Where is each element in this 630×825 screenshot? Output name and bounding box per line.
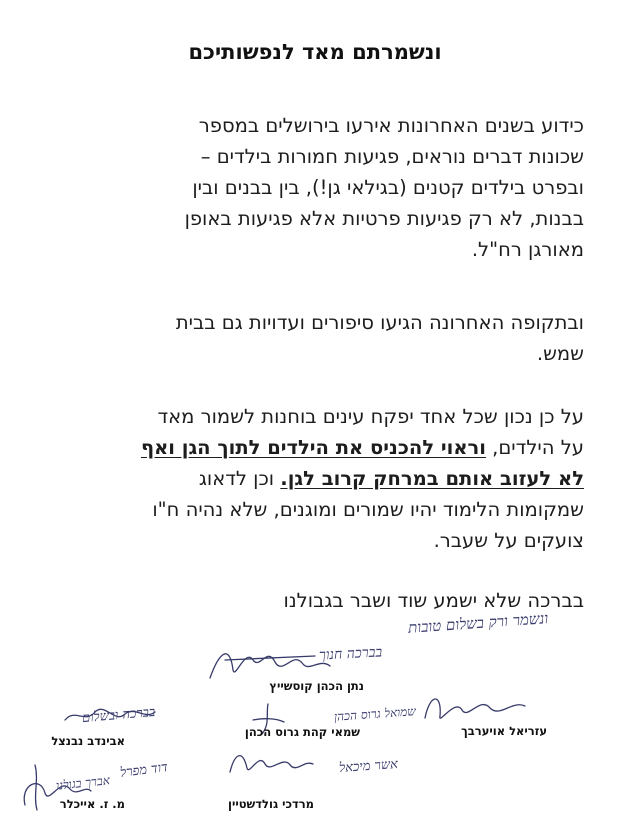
handwritten-note: שמואל גרוס הכהן: [333, 704, 417, 724]
paragraph-line: כידוע בשנים האחרונות אירעו בירושלים במספר: [198, 114, 584, 137]
signatory-name: אבינדב נבנצל: [51, 734, 125, 748]
paragraph-instructions: [62, 401, 584, 556]
paragraph-line: צועקים על שעבר.: [433, 529, 584, 552]
handwritten-note: דוד מפרל: [119, 760, 169, 781]
paragraph-line: שכונות דברים נוראים, פגיעות חמורות בילדים –: [200, 145, 584, 168]
paragraph-beit-shemesh: [62, 307, 584, 369]
signatory-name: נתן הכהן קוסשייץ: [269, 679, 364, 693]
paragraph-line: שמקומות הלימוד יהיו שמורים ומוגנים, שלא נהיה ח"ו: [152, 498, 584, 521]
signature-scribble: [60, 700, 160, 730]
paragraph-line: מאורגן רח"ל.: [471, 238, 584, 261]
paragraph-line: ובפרט בילדים קטנים (בגילאי גן!), בין בבנים ובין: [192, 176, 584, 199]
handwritten-note: אברך בגולנו: [55, 773, 111, 793]
handwritten-note: אשר מיכאל: [338, 756, 399, 777]
emphasis-text: לא לעזוב אותם במרחק קרוב לגן.: [280, 467, 584, 490]
paragraph-text: וכן לדאוג: [198, 467, 275, 490]
emphasis-text: וראוי להכניס את הילדים לתוך הגן ואף: [140, 436, 486, 459]
paragraph-text: על הילדים,: [492, 436, 584, 459]
paragraph-line: ובתקופה האחרונה הגיעו סיפורים ועדויות גם בבית: [175, 311, 584, 334]
handwritten-note: בברכה ובשלום: [81, 704, 156, 727]
signatory-name: מ. ז. אייכלר: [59, 797, 125, 811]
handwritten-note: בברכה חנוך: [318, 644, 383, 664]
signatory-name: עזריאל אויערבך: [461, 724, 547, 738]
paragraph-line: על כן נכון שכל אחד יפקח עינים בוחנות לשמור מאד: [157, 405, 584, 428]
handwritten-note: ונשמר ורק בשלום טובות: [407, 609, 549, 637]
blessing-line: בברכה שלא ישמע שוד ושבר בגבולנו: [283, 589, 584, 612]
signatory-name: שמאי קהת גרוס הכהן: [244, 725, 360, 739]
signature-scribble: [225, 742, 315, 782]
paragraph-line: [62, 463, 584, 494]
signatory-name: מרדכי גולדשטיין: [228, 797, 314, 811]
document-title: ונשמרתם מאד לנפשותיכם: [188, 40, 442, 64]
paragraph-line: [62, 432, 584, 463]
signature-scribble: [420, 688, 530, 728]
paragraph-incidents: [62, 110, 584, 265]
paragraph-line: בבנות, לא רק פגיעות פרטיות אלא פגיעות באופן: [184, 207, 584, 230]
paragraph-line: שמש.: [536, 342, 584, 365]
